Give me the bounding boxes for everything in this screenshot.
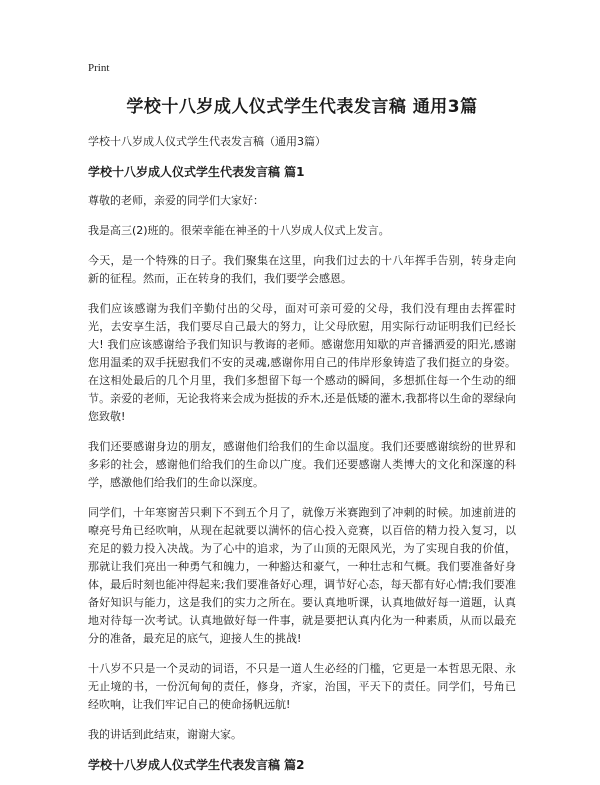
paragraph-intro: 我是高三(2)班的。很荣幸能在神圣的十八岁成人仪式上发言。 xyxy=(88,224,390,237)
paragraph-thank-friends: 我们还要感谢身边的朋友，感谢他们给我们的生命以温度。我们还要感谢缤纷的世界和多彩的社会，感谢他们给我们的生命以广度。我们还要感谢人类博大的文化和深邃的科学，感激他们给我们的生命以深度。 xyxy=(88,440,516,489)
document-title: 学校十八岁成人仪式学生代表发言稿 通用3篇 xyxy=(126,97,478,117)
paragraph-greeting: 尊敬的老师，亲爱的同学们大家好： xyxy=(88,194,264,207)
paragraph-classmates: 同学们，十年寒窗苦只剩下不到五个月了，就像万米赛跑到了冲刺的时候。加速前进的嘹亮号角已经吹响，从现在起就要以满怀的信心投入竞赛，以百倍的精力投入复习，以充足的毅力投入决战。为了心中的追求，为了山顶的无限风光，为了实现自我的价值，那就让我们亮出一种勇气和魄力，一种豁达和豪气，一种壮志和气概。我们要准备好身体，最后时刻也能冲得起来;我们要准备好心理，调节好心态，每天都有好心情;我们要准备好知识与能力，这是我们的实力之所在。要认真地听课，认真地做好每一道题，认真地对待每一次考试。认真地做好每一件事，就是要把认真内化为一种素质，从而以最充分的准备，最充足的底气，迎接人生的挑战! xyxy=(88,506,516,645)
document-page xyxy=(88,62,516,785)
paragraph-closing: 我的讲话到此结束，谢谢大家。 xyxy=(88,728,242,741)
print-label: Print xyxy=(88,62,110,74)
section-heading-1: 学校十八岁成人仪式学生代表发言稿 篇1 xyxy=(88,165,305,179)
paragraph-today: 今天，是一个特殊的日子。我们聚集在这里，向我们过去的十八年挥手告别，转身走向新的征程。然而，正在转身的我们，我们要学会感恩。 xyxy=(88,254,516,285)
section-heading-2: 学校十八岁成人仪式学生代表发言稿 篇2 xyxy=(88,758,305,772)
paragraph-thank-parents-teachers: 我们应该感谢为我们辛勤付出的父母，面对可亲可爱的父母，我们没有理由去挥霍时光，去安享生活，我们要尽自己最大的努力，让父母欣慰，用实际行动证明我们已经长大! 我们应该感谢给予我们知识与教诲的老师。感谢您用知歇的声音播洒爱的阳光,感谢您用温柔的双手抚慰我们不安的灵魂,感谢你用自己的伟岸形象铸造了我们挺立的身姿。在这相处最后的几个月里，我们多想留下每一个感动的瞬间，多想抓住每一个生动的细节。亲爱的老师，无论我将来会成为挺拔的乔木,还是低矮的灌木,我都将以生命的翠绿向您致敬! xyxy=(88,302,516,423)
paragraph-eighteen: 十八岁不只是一个灵动的词语，不只是一道人生必经的门槛，它更是一本哲思无限、永无止境的书，一份沉甸甸的责任，修身，齐家，治国，平天下的责任。同学们，号角已经吹响，让我们牢记自己的使命扬帆远航! xyxy=(88,662,516,711)
document-subtitle: 学校十八岁成人仪式学生代表发言稿（通用3篇） xyxy=(88,135,326,148)
